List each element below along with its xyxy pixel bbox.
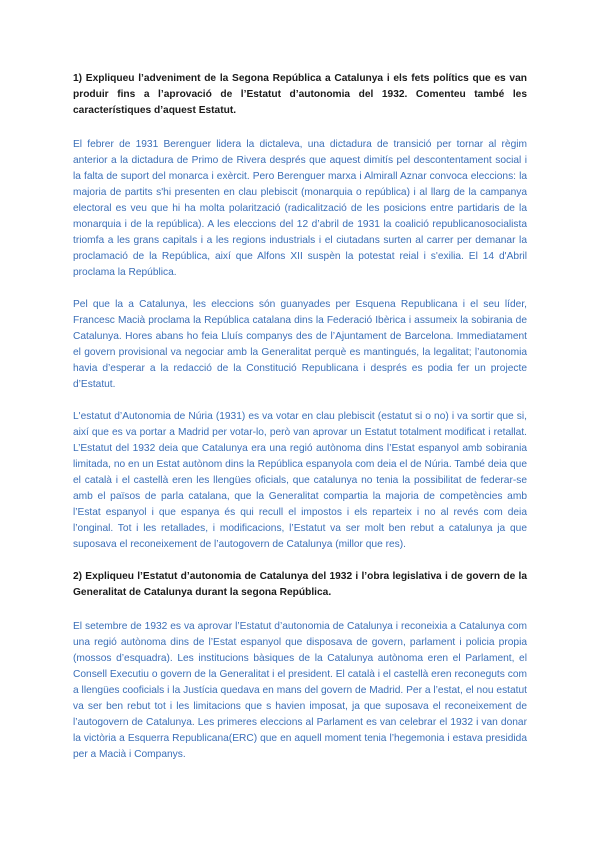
question-2-heading: 2) Expliqueu l’Estatut d’autonomia de Catalunya del 1932 i l’obra legislativa i de govern de la Generalitat de Catalunya durant la segona República. xyxy=(73,571,527,598)
answer-1-paragraph-3: L'estatut d’Autonomia de Núria (1931) es va votar en clau plebiscit (estatut si o no) i va sortir que si, així que es va portar a Madrid per votar-lo, però van aprovar un Estatut totalment modificat i retallat. L’Estatut del 1932 deia que Catalunya era una regió autònoma dins l’Estat espanyol amb sobirania limitada, no en un Estat autònom dins la República espanyola com deia el de Núria. També deia que el català i el castellà eren les llengües oficials, que catalunya no tenia la possibilitat de federar-se amb el països de parla catalana, que la Generalitat compartia la majoria de competències amb l’Estat espanyol i que espanya és qui recull el impostos i els reparteix i no al revés com deia l’onginal. Tot i les retallades, i modificacions, l’Estatut va ser molt ben rebut a catalunya ja que suposava el reconeixement de l’autogovern de Catalunya (millor que res). xyxy=(73,411,527,550)
answer-1-paragraph-2: Pel que la a Catalunya, les eleccions són guanyades per Esquena Republicana i el seu líder, Francesc Macià proclama la República catalana dins la Federació Ibèrica i assumeix la sobirania de Catalunya. Hores abans ho feia Lluís companys des de l’Ajuntament de Barcelona. Immediatament el govern provisional va negociar amb la Generalitat perquè es mantingués, la legalitat; l’autonomia havia d’esperar a la redacció de la Constitució Republicana i després es podia fer un projecte d’Estatut. xyxy=(73,299,527,390)
answer-1-paragraph-1: El febrer de 1931 Berenguer lidera la dictaleva, una dictadura de transició per tornar al règim anterior a la dictadura de Primo de Rivera després que aquest dimitís pel descontentament social i la falta de suport del monarca i exèrcit. Pero Berenguer marxa i Almirall Aznar convoca eleccions: la majoria de partits s'hi presenten en clau plebiscit (monarquia o república) i al llarg de la campanya electoral es veu que hi ha molta polarització (radicalització de les posicions entre partidaris de la monarquia i de la república). A les eleccions del 12 d’abril de 1931 la coalició republicanosocialista triomfa a les grans capitals i a les regions industrials i el ciutadans surten al carrer per demanar la proclamació de la República, així que Alfons XII suspèn la potestat reial i s'exilia. El 14 d'Abril proclama la República. xyxy=(73,139,527,278)
answer-2-paragraph-1: El setembre de 1932 es va aprovar l’Estatut d’autonomia de Catalunya i reconeixia a Catalunya com una regió autònoma dins de l’Estat espanyol que disposava de govern, parlament i policia propia (mossos d’esquadra). Les institucions bàsiques de la Catalunya autònoma eren el Parlament, el Consell Executiu o govern de la Generalitat i el president. El català i el castellà eren reconeguts com a llengües cooficials i la Justícia quedava en mans del govern de Madrid. Per a l’estat, el nou estatut va ser ben rebut tot i les limitacions que s havien imposat, ja que suposava el reconeixement de l’autogovern de Catalunya. Les primeres eleccions al Parlament es van celebrar el 1932 i van donar la victòria a Esquerra Republicana(ERC) que en aquell moment tenia l’hegemonia i estava presidida per a Macià i Companys. xyxy=(73,621,527,760)
question-1-heading: 1) Expliqueu l’adveniment de la Segona República a Catalunya i els fets polítics que es van produir fins a l’aprovació de l’Estatut d’autonomia del 1932. Comenteu també les característiques d’aquest Estatut. xyxy=(73,73,527,116)
